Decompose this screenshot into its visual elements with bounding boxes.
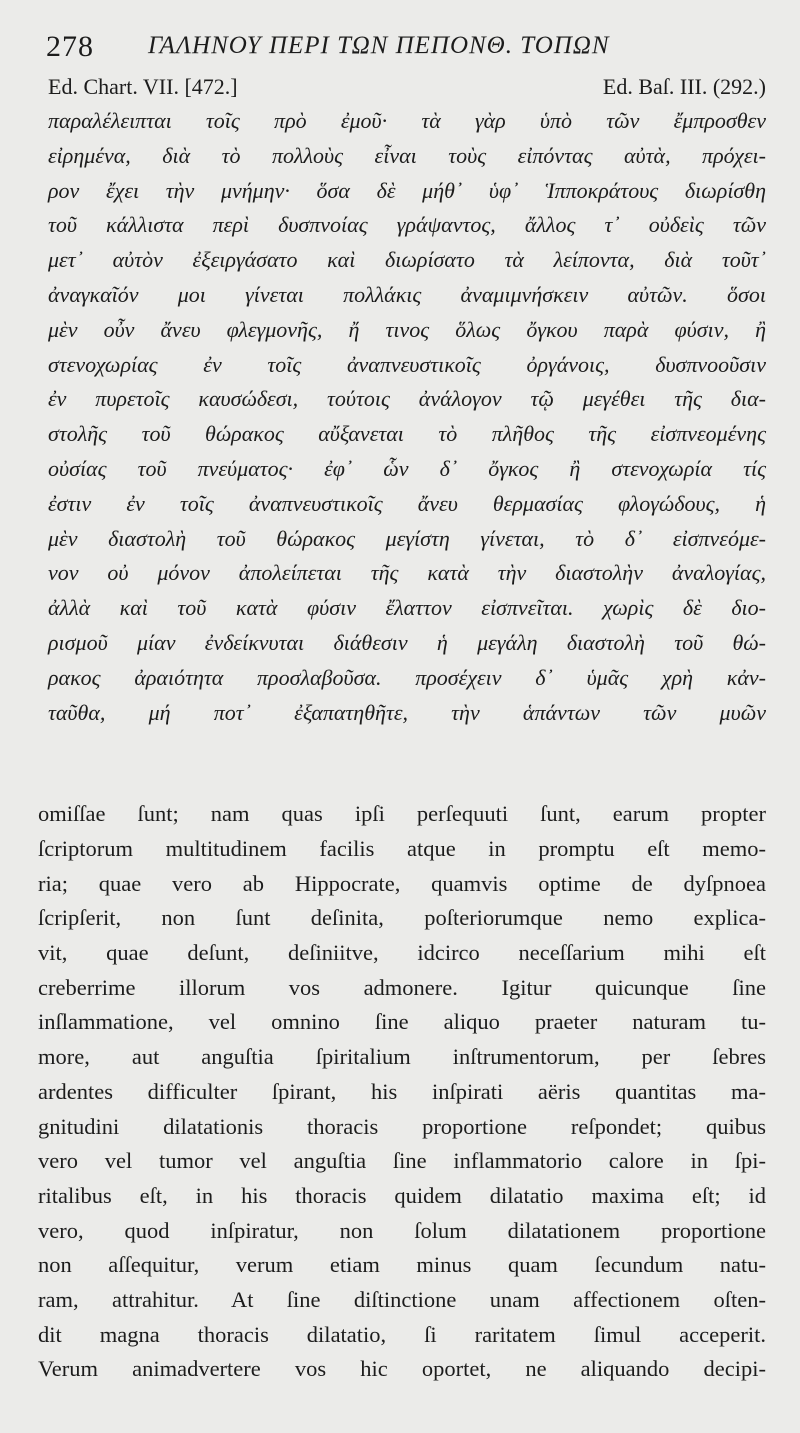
greek-text-line: μὲν οὖν ἄνευ φλεγμονῆς, ἤ τινος ὅλως ὄγκου παρὰ φύσιν, ἢ <box>48 316 766 342</box>
greek-text-line: παραλέλειπται τοῖς πρὸ ἐμοῦ· τὰ γὰρ ὑπὸ τῶν ἔμπροσθεν <box>48 108 766 133</box>
latin-text-line: vit, quae deſunt, deſiniitve, idcirco neceſſarium mihi eſt <box>38 940 766 966</box>
latin-text-line: inſlammatione, vel omnino ſine aliquo praeter naturam tu- <box>38 1009 766 1035</box>
greek-text-line: ταῦθα, μή ποτ᾽ ἐξαπατηθῆτε, τὴν ἁπάντων τῶν μυῶν <box>48 699 766 725</box>
latin-translation-block <box>38 797 766 1387</box>
latin-text-line: gnitudini dilatationis thoracis proportione reſpondet; quibus <box>38 1113 766 1139</box>
latin-text-line: ram, attrahitur. At ſine diſtinctione unam affectionem oſten- <box>38 1286 766 1312</box>
latin-text-line: omiſſae ſunt; nam quas ipſi perſequuti ſunt, earum propter <box>38 801 766 827</box>
latin-text-line: ſcriptorum multitudinem facilis atque in promptu eſt memo- <box>38 836 766 862</box>
greek-text-line: ρον ἔχει τὴν μνήμην· ὅσα δὲ μήθ᾽ ὑφ᾽ Ἱπποκράτους διωρίσθη <box>48 177 766 203</box>
greek-text-line: μετ᾽ αὐτὸν ἐξειργάσατο καὶ διωρίσατο τὰ λείποντα, διὰ τοῦτ᾽ <box>48 247 766 273</box>
greek-text-line: στολῆς τοῦ θώρακος αὔξανεται τὸ πλῆθος τῆς εἰσπνεομένης <box>48 421 766 447</box>
edition-reference-line <box>38 68 766 102</box>
running-title: ΓΑΛΗΝΟΥ ΠΕΡΙ ΤΩΝ ΠΕΠΟΝΘ. ΤΟΠΩΝ <box>148 32 610 59</box>
latin-text-line: vero vel tumor vel anguſtia ſine inflammatorio calore in ſpi- <box>38 1148 766 1174</box>
greek-text-line: ρισμοῦ μίαν ἐνδείκνυται διάθεσιν ἡ μεγάλη διαστολὴ τοῦ θώ- <box>48 629 766 655</box>
latin-text-line: ria; quae vero ab Hippocrate, quamvis optime de dyſpnoea <box>38 870 766 896</box>
greek-text-line: ἐστιν ἐν τοῖς ἀναπνευστικοῖς ἄνευ θερμασίας φλογώδους, ἡ <box>48 490 766 516</box>
greek-text-line: εἰρημένα, διὰ τὸ πολλοὺς εἶναι τοὺς εἰπόντας αὐτὰ, πρόχει- <box>48 142 766 168</box>
latin-text-line: ritalibus eſt, in his thoracis quidem dilatatio maxima eſt; id <box>38 1182 766 1208</box>
greek-text-line: οὐσίας τοῦ πνεύματος· ἐφ᾽ ὧν δ᾽ ὄγκος ἢ στενοχωρία τίς <box>48 455 766 481</box>
greek-text-line: ἐν πυρετοῖς καυσώδεσι, τούτοις ἀνάλογον τῷ μεγέθει τῆς δια- <box>48 386 766 412</box>
page-number: 278 <box>46 30 94 63</box>
greek-text-block <box>38 104 766 730</box>
latin-text-line: ſcripſerit, non ſunt deſinita, poſteriorumque nemo explica- <box>38 905 766 931</box>
greek-text-line: στενοχωρίας ἐν τοῖς ἀναπνευστικοῖς ὀργάνοις, δυσπνοοῦσιν <box>48 351 766 377</box>
running-head <box>38 22 766 68</box>
latin-text-line: dit magna thoracis dilatatio, ſi raritatem ſimul acceperit. <box>38 1321 766 1347</box>
edition-reference-basel: Ed. Baſ. III. (292.) <box>602 74 766 99</box>
latin-text-line: creberrime illorum vos admonere. Igitur quicunque ſine <box>38 974 766 1000</box>
greek-text-line: νον οὐ μόνον ἀπολείπεται τῆς κατὰ τὴν διαστολὴν ἀναλογίας, <box>48 560 766 586</box>
latin-text-line: vero, quod inſpiratur, non ſolum dilatationem proportione <box>38 1217 766 1243</box>
latin-text-line: ardentes difficulter ſpirant, his inſpirati aëris quantitas ma- <box>38 1078 766 1104</box>
latin-text-line: more, aut anguſtia ſpiritalium inſtrumentorum, per ſebres <box>38 1044 766 1070</box>
latin-text-line: Verum animadvertere vos hic oportet, ne aliquando decipi- <box>38 1356 766 1382</box>
latin-text-line: non aſſequitur, verum etiam minus quam ſecundum natu- <box>38 1252 766 1278</box>
greek-text-line: μὲν διαστολὴ τοῦ θώρακος μεγίστη γίνεται, τὸ δ᾽ εἰσπνεόμε- <box>48 525 766 551</box>
greek-text-line: ἀναγκαῖόν μοι γίνεται πολλάκις ἀναμιμνήσκειν αὐτῶν. ὅσοι <box>48 281 766 307</box>
greek-text-line: τοῦ κάλλιστα περὶ δυσπνοίας γράψαντος, ἄλλος τ᾽ οὐδεὶς τῶν <box>48 212 766 238</box>
greek-text-line: ἀλλὰ καὶ τοῦ κατὰ φύσιν ἔλαττον εἰσπνεῖται. χωρὶς δὲ διο- <box>48 595 766 621</box>
greek-text-line: ρακος ἀραιότητα προσλαβοῦσα. προσέχειν δ᾽ ὑμᾶς χρὴ κἀν- <box>48 664 766 690</box>
edition-reference-chartier: Ed. Chart. VII. [472.] <box>48 74 238 99</box>
